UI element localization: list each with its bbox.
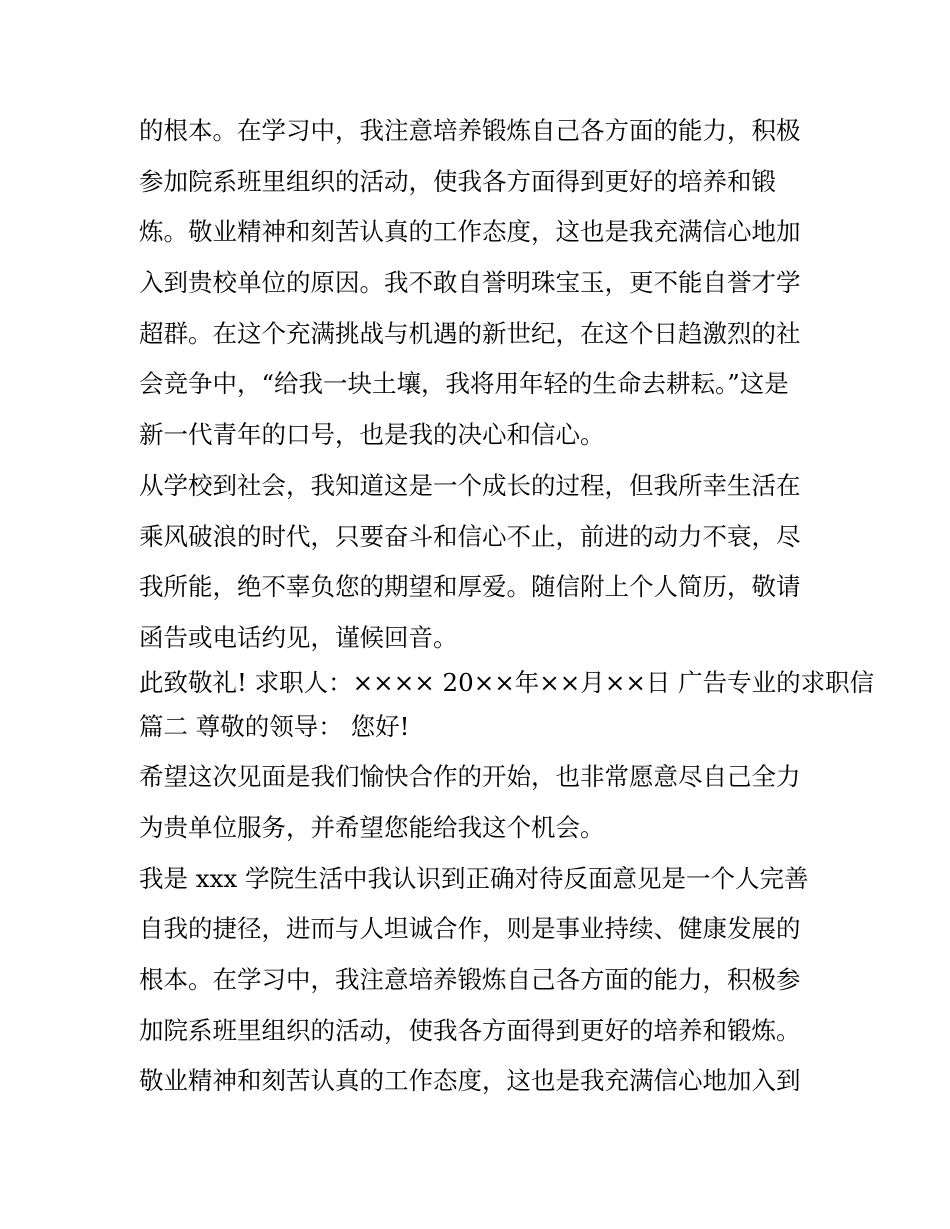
text-line: 函告或电话约见，谨候回音。	[139, 622, 458, 652]
text-line: 我是 xxx 学院生活中我认识到正确对待反面意见是一个人完善	[139, 863, 809, 893]
text-line: 我所能，绝不辜负您的期望和厚爱。随信附上个人简历，敬请	[139, 572, 801, 602]
text-line: 自我的捷径，进而与人坦诚合作，则是事业持续、健康发展的	[139, 914, 801, 944]
text-line: 从学校到社会，我知道这是一个成长的过程，但我所幸生活在	[139, 470, 801, 500]
text-line: 根本。在学习中，我注意培养锻炼自己各方面的能力，积极参	[139, 965, 801, 994]
text-line: 为贵单位服务，并希望您能给我这个机会。	[139, 812, 605, 842]
text-line: 的根本。在学习中，我注意培养锻炼自己各方面的能力，积极	[139, 116, 801, 145]
document-body	[139, 106, 875, 1107]
text-line: 超群。在这个充满挑战与机遇的新世纪，在这个日趋激烈的社	[139, 318, 801, 348]
text-line: 敬业精神和刻苦认真的工作态度，这也是我充满信心地加入到	[139, 1066, 801, 1096]
text-line: 乘风破浪的时代，只要奋斗和信心不止，前进的动力不衰，尽	[139, 521, 801, 551]
text-line: 炼。敬业精神和刻苦认真的工作态度，这也是我充满信心地加	[139, 217, 801, 247]
text-line: 篇二 尊敬的领导： 您好!	[139, 711, 410, 741]
text-line: 加院系班里组织的活动，使我各方面得到更好的培养和锻炼。	[139, 1015, 801, 1045]
text-line: 新一代青年的口号，也是我的决心和信心。	[139, 420, 605, 450]
text-line: 此致敬礼! 求职人：×××× 20××年××月××日 广告专业的求职信	[139, 667, 875, 697]
text-line: 参加院系班里组织的活动，使我各方面得到更好的培养和锻	[139, 166, 776, 196]
text-line: 入到贵校单位的原因。我不敢自誉明珠宝玉，更不能自誉才学	[139, 268, 801, 298]
text-line: 会竞争中，“给我一块土壤，我将用年轻的生命去耕耘。”这是	[139, 369, 789, 399]
text-line: 希望这次见面是我们愉快合作的开始，也非常愿意尽自己全力	[139, 762, 801, 792]
